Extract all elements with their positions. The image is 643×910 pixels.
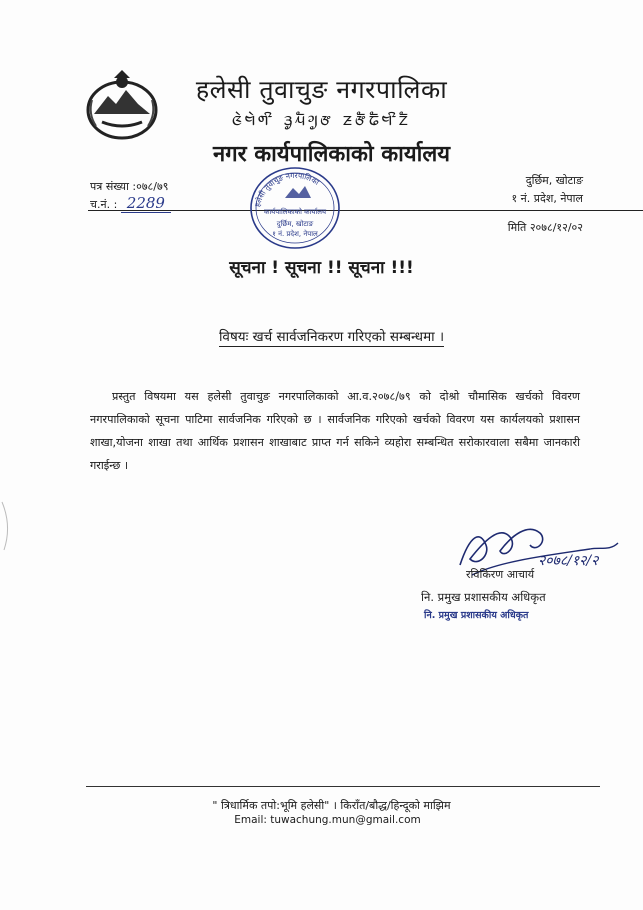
municipality-name-limbu: ᤜᤧᤗᤧᤛᤡ ᤋᤢᤘᤠᤆᤢᤅ ᤏᤅᤠᤒᤠᤗᤡᤁᤠ: [232, 108, 411, 130]
office-address: [511, 172, 583, 208]
address-line-1: दुर्छिम, खोटाङ: [525, 174, 583, 187]
svg-text:हलेसी तुवाचुङ नगरपालिका: हलेसी तुवाचुङ नगरपालिका: [252, 170, 321, 208]
letter-number: पत्र संख्या :०७८/७९: [90, 180, 169, 193]
footer-motto: " त्रिधार्मिक तपो:भूमि हलेसी" । किराँत/बौद्ध/हिन्दूको माझिम: [212, 799, 451, 812]
municipality-name: हलेसी तुवाचुङ नगरपालिका: [195, 75, 448, 104]
svg-text:दुर्छिम, खोटाङ: दुर्छिम, खोटाङ: [276, 220, 314, 228]
dispatch-number-handwritten: 2289: [121, 194, 171, 213]
dispatch-number-label: च.नं. :: [90, 198, 118, 211]
subject-text: विषयः खर्च सार्वजनिकरण गरिएको सम्बन्धमा ।: [218, 329, 445, 345]
svg-text:२०७८/१२/२: २०७८/१२/२: [538, 553, 599, 569]
office-seal-stamp: [245, 162, 345, 254]
address-line-2: १ नं. प्रदेश, नेपाल: [511, 192, 583, 205]
subject-line: [0, 327, 643, 345]
footer-email: Email: tuwachung.mun@gmail.com: [234, 814, 421, 826]
office-name: नगर कार्यपालिकाको कार्यालय: [213, 142, 450, 167]
footer-divider: [86, 786, 600, 787]
letter-date: मिति २०७८/१२/०२: [507, 221, 583, 234]
svg-text:कार्यपालिकाको कार्यालय: कार्यपालिकाको कार्यालय: [263, 208, 327, 216]
signatory-name: रविकिरण आचार्य: [466, 568, 535, 581]
body-paragraph: प्रस्तुत विषयमा यस हलेसी तुवाचुङ नगरपालिकाको आ.व.२०७८/७९ को दोश्रो चौमासिक खर्चको विवरण नगरपालिकाको सूचना पाटिमा सार्वजनिक गरिएको छ । सार्वजनिक गरिएको खर्चको विवरण यस कार्यलयको प्रशासन शाखा,योजना शाखा तथा आर्थिक प्रशासन शाखाबाट प्राप्त गर्न सकिने व्यहोरा सम्बन्धित सरोकारवाला सबैमा जानकारी गराईन्छ ।: [90, 390, 580, 472]
reference-block: [90, 178, 171, 213]
scan-edge-mark: [0, 496, 14, 556]
notice-title: सूचना ! सूचना !! सूचना !!!: [229, 258, 414, 278]
signatory-title: नि. प्रमुख प्रशासकीय अधिकृत: [421, 590, 546, 604]
svg-text:१ नं. प्रदेश, नेपाल: १ नं. प्रदेश, नेपाल: [272, 230, 318, 238]
signatory-stamp: नि. प्रमुख प्रशासकीय अधिकृत: [424, 610, 529, 621]
header-divider: [88, 210, 643, 211]
